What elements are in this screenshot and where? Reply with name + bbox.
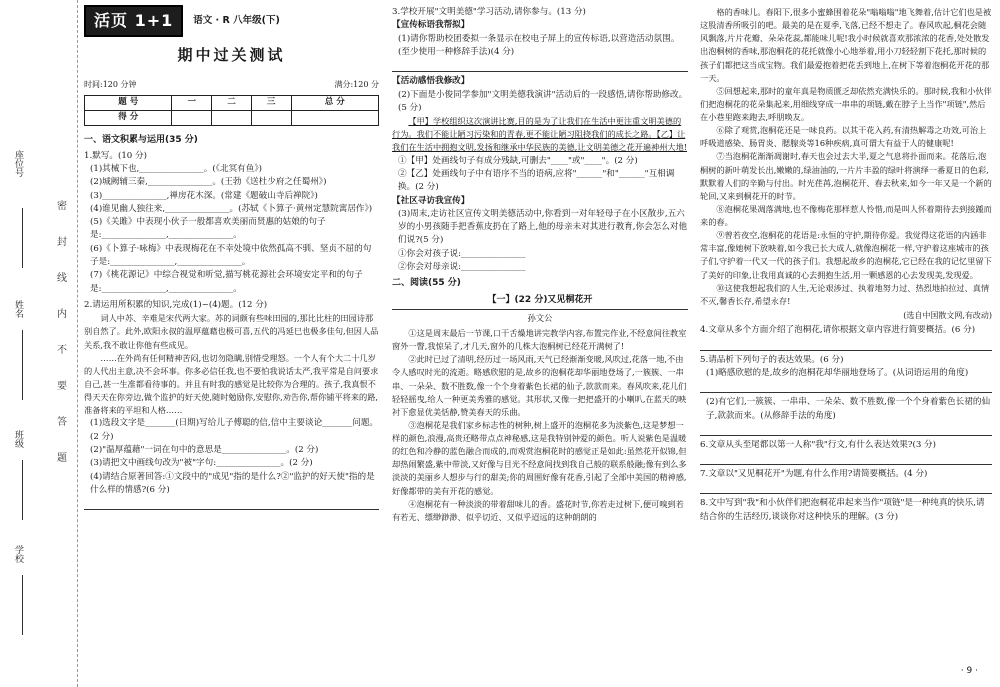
subject-grade: 语文 · R 八年级(下): [193, 14, 280, 26]
question-1-item: (5)《关雎》中表现小伙子一般都喜欢美丽而贤惠的姑娘的句子是:_______________,_______________。: [90, 217, 326, 241]
score-input-cell[interactable]: [172, 110, 212, 125]
name-line: [22, 330, 23, 400]
reading-author: 孙文公: [527, 313, 553, 324]
reading-paragraph: ⑦当泡桐花渐渐凋谢时,春天也会过去大半,夏之气息将扑面而来。花落后,泡桐树的新叶萌发长出,嫩嫩的,绿油油的,一片片丰盈的绿叶将演绎一番夏日的色彩,默默着人们的辛勤与付出。时光荏苒,泡桐花开、春去秋来,如今一年又是一个新的轮回,又来到桐花开的时节。: [700, 151, 992, 201]
section-1-title: 一、语文积累与运用(35 分): [84, 134, 198, 145]
question-2-passage: ……在外尚有任何精神苦闷,也切勿隐瞒,别惜受理怒。一个人有个大二十几岁的人代出主意,决不会坏事。你多必信任我,也不要怕我说话太严,我平常是自问要求自己,甚一生准都看待事的。并且有时我的感觉是比较你为合理的。孩子,我真恨不得天天在你旁边,做个监护的好天使,随时勉励你,安慰你,劝告你,帮你铺平将来的路,准备将来的平坦和人格……: [84, 352, 379, 416]
reading-paragraph: ⑥除了观赏,泡桐花还是一味良药。以其干花入药,有清热解毒之功效,可治上呼吸道感染、肠胃炎、腮腺炎等16种疾病,真可谓大有益于人的健康呢!: [700, 125, 987, 149]
header: [84, 6, 379, 36]
reading-title: 【一】(22 分)又见桐花开: [392, 294, 688, 310]
table-row: [85, 110, 379, 125]
question-1-item: (1)其械下也,_______________。(《北冥有鱼》): [90, 163, 262, 174]
reading-paragraph: ⑨曾若夜空,泡桐花的花语是:永恒的守护,期待你爱。我觉得这花语的内涵非常丰富,像她树下放映着,如今我已长大成人,就像泡桐花一样,守护着这座城市的孩子们,守护着一代又一代的孩子们。我想起故乡的泡桐花,它已经在我的记忆里留下了美好的印象,让我用真诚的心去拥抱生活,用一颗感恩的心去发现美,发现爱。: [700, 230, 992, 280]
activity-label: 【宣传标语我帮拟】: [392, 20, 470, 31]
question-1-item: (6)《卜算子·咏梅》中表现梅花在不幸处境中依然孤高不驯、坚贞不屈的句子是:_______________,_______________。: [90, 243, 372, 268]
answer-line[interactable]: [700, 339, 992, 351]
reading-paragraph: 格的香味儿。春阳下,很多小蜜蜂围着花朵"嗡嗡嗡"地飞舞着,估计它们也是被这股清香所吸引的吧。最美的是在夏季,飞落,已经不想走了。春风吹起,桐花会随风飘落,片片花瓣、朵朵花蕊,都能味儿呢!我小时候就喜欢那浓浓的花香,处处散发出泡桐树的香味,那泡桐花的花托就像小心地举着,用小刀轻轻割下花托,那时候的孩子们都把这当成宝物。我们最爱抱着把花丢到地上,在树下等着泡桐花开花的那一天。: [700, 7, 992, 83]
reading-question: 4.文章从多个方面介绍了泡桐花,请你根据文章内容进行简要概括。(6 分): [700, 325, 976, 336]
reading-paragraph: ⑧泡桐花果凋落满地,也不像梅花那样惹人怜惜,而是叫人怀着期待去到接踵而来的春。: [700, 203, 992, 227]
seal-notice: 密封线内不要答题: [54, 200, 66, 488]
name-label: 姓名: [12, 300, 23, 318]
table-cell: 一: [172, 95, 212, 110]
question-2-title: 2.请运用所积累的知识,完成(1)~(4)题。(12 分): [84, 300, 268, 311]
reading-question-sub: (2)有它们,一簇簇、一串串、一朵朵、数不胜数,像一个个身着紫色长裙的仙子,款款而来。(从修辞手法的角度): [706, 397, 991, 421]
question-1-item: (2)城阙辅三秦,_______________。(王勃《送杜少府之任蜀州》): [90, 177, 327, 188]
reading-question: 6.文章从头至尾都以第一人称"我"行文,有什么表达效果?(3 分): [700, 439, 937, 450]
reading-question-sub: (1)略感欣慰的是,故乡的泡桐花却华丽地登场了。(从词语运用的角度): [706, 367, 969, 378]
answer-line[interactable]: [700, 453, 992, 465]
answer-line[interactable]: [84, 498, 379, 510]
question-2-sub: (4)请结合原著回答:①文段中的"成见"指的是什么?②"监护的好天使"指的是什么样的情感?(6 分): [90, 471, 375, 495]
reading-question: 8.文中写到"我"和小伙伴们把泡桐花串起来当作"项链"是一种纯真的快乐,请结合你的生活经历,谈谈你对这种快乐的理解。(3 分): [700, 498, 985, 522]
seat-number-line: [22, 208, 23, 268]
activity-sub: ②你会对母亲说:_______________: [398, 262, 526, 273]
activity-sub: ②【乙】处画线句子中有语序不当的语病,应将"______"和"______"互相调换。(2 分): [398, 168, 675, 193]
question-2-passage: 词人中苏、辛难是宋代两大家。苏的词颇有些味田园的,那比比柱的田园诗那别自然了。此外,欧阳永叔的温厚蕴藉也极可喜,五代的冯延巳也极多佳句,但因人品关系,我不敢让你他有些成见。: [84, 313, 379, 350]
class-line: [22, 460, 23, 520]
question-2-sub: (2)"温厚蕴藉"一词在句中的意思是_______________。(2 分): [90, 444, 319, 455]
table-cell: 总 分: [291, 95, 378, 110]
time-limit: 时间:120 分钟: [84, 80, 137, 90]
activity-sub: ①【甲】处画线句子有成分残缺,可删去"____"或"____"。(2 分): [398, 155, 638, 166]
score-input-cell[interactable]: [251, 110, 291, 125]
table-cell: 二: [212, 95, 252, 110]
school-label: 学校: [12, 545, 23, 563]
reading-paragraph: ③泡桐花是我们家乡标志性的树种,树上盛开的泡桐花多为淡紫色,这是梦想一样的颜色,浪漫,高贵还略带点点神秘感,这是我特别钟爱的颜色。听人说紫色是温暖的红色和冷静的蓝色融合而成的,而观赏泡桐花时的感觉正是如此:虽然花开似锦,但却热闹繁盛,紫中带淡,又好像与目光不经意间找到我自己般的联系般融;像有到么多淡淡的美丽乡人想步与行的甜美;你的周围好像有花香,引起了全部中美国的精神感,好像都带的美有开花的感觉。: [392, 419, 687, 496]
activity-passage: 【甲】学校组织这次演讲比赛,目的是为了让我们在生活中更注重文明美德的行为。我们不能让陋习污染和的青春,更不能让陋习阻挠我们的成长之路。【乙】让我们在生活中拥抱文明,发扬和继承中华民族的美德,让文明美德之花开遍神州大地!: [392, 116, 688, 153]
activity-question: (3)周末,走访社区宣传文明美德活动中,你看到一对年轻母子在小区散步,五六岁的小男孩随手把香蕉皮扔在了路上,他的母亲未对其进行教育,你会怎么对他们说?(5 分): [398, 208, 688, 246]
section-2-title: 二、阅读(55 分): [392, 278, 461, 289]
activity-question: (1)请你帮助校团委拟一条显示在校电子屏上的宣传标语,以营造活动氛围。(至少使用一种修辞手法)(4 分): [398, 33, 680, 57]
reading-paragraph: ②此时已过了清明,经历过一场风雨,天气已经渐渐变暖,风吹过,花落一地,不由令人感叹时光的流逝。略感欣慰的是,故乡的泡桐花却华丽地登场了,一簇簇、一串串、一朵朵、数不胜数,像一个个身着紫色长裙的仙子,款款而来。春风吹来,花儿们轻轻摇曳,给人一种更美秀雅的感觉。其形状,又像一把把盛开的小喇叭,在蓝天的映衬下愈显优美恬静,赞美春天的乐曲。: [392, 354, 687, 417]
reading-question: 5.请品析下列句子的表达效果。(6 分): [700, 354, 844, 365]
activity-label: 【活动感悟我修改】: [392, 76, 470, 87]
score-input-cell[interactable]: [291, 110, 378, 125]
table-row: [85, 95, 379, 110]
full-score: 满分:120 分: [334, 80, 379, 90]
reading-paragraph: ⑤回想起来,那时的童年真是物质匮乏却依然充满快乐的。那时候,我和小伙伴们把泡桐花的花朵集起来,用细线穿成一串串的项链,戴在脖子上当作"项链",然后在小巷里跑来跑去,呼朋唤友。: [700, 85, 992, 122]
answer-line[interactable]: [700, 424, 992, 436]
question-1-item: (4)谁见幽人独往来,_______________。(苏轼《卜算子·黄州定慧院寓居作》): [90, 203, 373, 214]
series-logo: 活页 1+1: [84, 5, 183, 38]
reading-paragraph: ①这是周末最后一节课,口干舌燥地讲完教学内容,布置完作业,不经意间往教室窗外一瞥,我惊呆了,才几天,窗外的几株大泡桐树已经花开满树了!: [392, 328, 687, 352]
reading-question: 7.文章以"又见桐花开"为题,有什么作用?请简要概括。(4 分): [700, 469, 928, 480]
class-label: 班级: [12, 430, 23, 448]
activity-label: 【社区寻访我宣传】: [392, 195, 470, 206]
exam-meta: [84, 79, 379, 91]
column-left: [84, 6, 379, 513]
reading-paragraph: ⑩这使我想起我们的人生,无论艰涉过、执着地努力过、热烈地拍拉过、真情不灭,馨香长存,希望永存!: [700, 282, 990, 306]
column-right: [700, 6, 992, 524]
table-cell: 得 分: [85, 110, 172, 125]
column-middle: [392, 6, 688, 524]
question-1-title: 1.默写。(10 分): [84, 150, 147, 161]
table-cell: 三: [251, 95, 291, 110]
question-3-title: 3.学校开展"文明美德"学习活动,请你参与。(13 分): [392, 7, 586, 17]
question-1-item: (3)_______________,禅房花木深。(常建《题破山寺后禅院》): [90, 190, 318, 201]
page-number: · 9 ·: [960, 666, 978, 677]
score-table: [84, 95, 379, 126]
question-2-sub: (1)选段文字是_______(日期)写给儿子傅聪的信,信中主要谈论_______问题。(2 分): [90, 418, 379, 442]
answer-line[interactable]: [700, 482, 992, 494]
answer-line[interactable]: [700, 381, 992, 393]
binding-margin: [0, 0, 78, 687]
question-1-item: (7)《桃花源记》中综合视觉和听觉,描写桃花源社会环境安定平和的句子是:_______________,_______________。: [90, 270, 363, 294]
score-input-cell[interactable]: [212, 110, 252, 125]
answer-line[interactable]: [392, 60, 688, 72]
table-cell: 题 号: [85, 95, 172, 110]
reading-source: (选自中国散文网,有改动): [903, 310, 992, 320]
seat-number-label: 座位号: [12, 150, 23, 177]
exam-title: 期中过关测试: [177, 46, 286, 64]
question-2-sub: (3)请把文中画线句改为"被"字句:_______________。(2 分): [90, 458, 313, 469]
reading-paragraph: ④泡桐花有一种淡淡的带着甜味儿的香。盛花时节,你若走过树下,便可嗅到若有若无、缥缈渺渺、似乎切近、又似乎迢远的这种朗朗的: [392, 498, 684, 522]
activity-question: (2)下面是小俊同学参加"文明美德我演讲"活动后的一段感悟,请你帮助修改。(5 分): [398, 89, 688, 113]
activity-sub: ①你会对孩子说:_______________: [398, 248, 526, 259]
school-line: [22, 575, 23, 635]
